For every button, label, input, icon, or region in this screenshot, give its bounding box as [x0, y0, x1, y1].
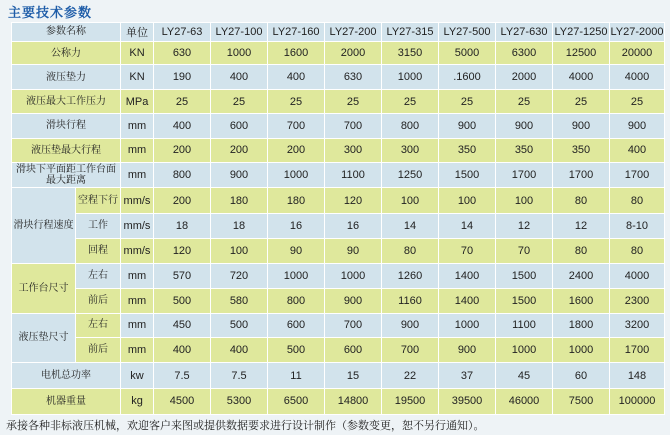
value-cell: 1000: [439, 313, 496, 338]
row-weight: [12, 388, 665, 414]
value-cell: 25: [325, 90, 382, 114]
value-cell: 14: [439, 214, 496, 239]
value-cell: 4000: [610, 263, 665, 288]
value-cell: 60: [553, 363, 610, 389]
value-cell: 900: [211, 162, 268, 188]
value-cell: 600: [211, 113, 268, 138]
row-slide-speed-working: [12, 214, 665, 239]
row-label: 液压最大工作压力: [12, 90, 121, 114]
value-cell: 450: [154, 313, 211, 338]
row-label: 机器重量: [12, 388, 121, 414]
value-cell: 1600: [268, 41, 325, 65]
value-cell: 14800: [325, 388, 382, 414]
unit-cell: mm: [121, 113, 154, 138]
row-cushion-stroke: [12, 138, 665, 162]
header-unit: 单位: [121, 23, 154, 42]
value-cell: 39500: [439, 388, 496, 414]
value-cell: 700: [382, 338, 439, 363]
value-cell: 1500: [496, 263, 553, 288]
value-cell: 80: [553, 239, 610, 264]
footer-note: 承接各种非标液压机械，欢迎客户来图或提供数据要求进行设计制作（参数变更，恕不另行通知）。: [6, 419, 485, 432]
row-cushion-force: [12, 65, 665, 90]
row-label: 液压垫尺寸: [12, 313, 76, 363]
unit-cell: MPa: [121, 90, 154, 114]
value-cell: 25: [496, 90, 553, 114]
value-cell: 22: [382, 363, 439, 389]
value-cell: 6300: [496, 41, 553, 65]
value-cell: 16: [325, 214, 382, 239]
unit-cell: mm: [121, 138, 154, 162]
row-label: 公称力: [12, 41, 121, 65]
value-cell: 11: [268, 363, 325, 389]
value-cell: 900: [439, 113, 496, 138]
unit-cell: KN: [121, 41, 154, 65]
value-cell: 1160: [382, 288, 439, 313]
value-cell: 900: [553, 113, 610, 138]
value-cell: 700: [268, 113, 325, 138]
unit-cell: mm: [121, 263, 154, 288]
value-cell: 18: [211, 214, 268, 239]
value-cell: 2000: [496, 65, 553, 90]
value-cell: 100: [496, 188, 553, 214]
sub-label: 左右: [76, 313, 121, 338]
row-slide-speed-approach: [12, 188, 665, 214]
value-cell: 1000: [382, 65, 439, 90]
value-cell: 5300: [211, 388, 268, 414]
value-cell: 7.5: [211, 363, 268, 389]
value-cell: 1800: [553, 313, 610, 338]
value-cell: 12500: [553, 41, 610, 65]
value-cell: 1700: [610, 162, 665, 188]
value-cell: 6500: [268, 388, 325, 414]
value-cell: 19500: [382, 388, 439, 414]
value-cell: 900: [325, 288, 382, 313]
value-cell: 300: [325, 138, 382, 162]
value-cell: 100: [211, 239, 268, 264]
value-cell: 7.5: [154, 363, 211, 389]
value-cell: 25: [268, 90, 325, 114]
value-cell: 3150: [382, 41, 439, 65]
value-cell: 500: [268, 338, 325, 363]
value-cell: 16: [268, 214, 325, 239]
value-cell: 1700: [553, 162, 610, 188]
row-max-pressure: [12, 90, 665, 114]
value-cell: 200: [154, 188, 211, 214]
unit-cell: mm: [121, 338, 154, 363]
value-cell: 800: [268, 288, 325, 313]
value-cell: 570: [154, 263, 211, 288]
value-cell: 2000: [325, 41, 382, 65]
value-cell: 1000: [325, 263, 382, 288]
value-cell: 200: [211, 138, 268, 162]
value-cell: 25: [211, 90, 268, 114]
value-cell: 400: [268, 65, 325, 90]
row-label: 液压垫力: [12, 65, 121, 90]
row-label: 滑块行程: [12, 113, 121, 138]
value-cell: 200: [268, 138, 325, 162]
value-cell: 400: [154, 113, 211, 138]
value-cell: 80: [382, 239, 439, 264]
value-cell: 120: [325, 188, 382, 214]
row-cushion-lr: [12, 313, 665, 338]
value-cell: 25: [553, 90, 610, 114]
value-cell: 1600: [553, 288, 610, 313]
unit-cell: kg: [121, 388, 154, 414]
value-cell: 1000: [553, 338, 610, 363]
value-cell: 600: [268, 313, 325, 338]
value-cell: 630: [154, 41, 211, 65]
value-cell: 700: [325, 113, 382, 138]
row-label: 滑块行程速度: [12, 188, 76, 263]
value-cell: 25: [610, 90, 665, 114]
value-cell: 80: [610, 239, 665, 264]
value-cell: 1400: [439, 288, 496, 313]
header-row: [12, 23, 665, 42]
value-cell: 148: [610, 363, 665, 389]
value-cell: 1000: [496, 338, 553, 363]
unit-cell: mm: [121, 313, 154, 338]
value-cell: 190: [154, 65, 211, 90]
unit-cell: kw: [121, 363, 154, 389]
row-nominal-force: [12, 41, 665, 65]
row-motor-power: [12, 363, 665, 389]
value-cell: 120: [154, 239, 211, 264]
header-model: LY27-500: [439, 23, 496, 42]
value-cell: 45: [496, 363, 553, 389]
value-cell: 12: [496, 214, 553, 239]
value-cell: 700: [325, 313, 382, 338]
value-cell: 1500: [496, 288, 553, 313]
value-cell: 46000: [496, 388, 553, 414]
value-cell: 630: [325, 65, 382, 90]
value-cell: 580: [211, 288, 268, 313]
value-cell: 600: [325, 338, 382, 363]
value-cell: 1100: [496, 313, 553, 338]
value-cell: 25: [154, 90, 211, 114]
header-model: LY27-160: [268, 23, 325, 42]
row-table-lr: [12, 263, 665, 288]
value-cell: 20000: [610, 41, 665, 65]
unit-cell: mm/s: [121, 239, 154, 264]
row-label: 液压垫最大行程: [12, 138, 121, 162]
row-table-fb: [12, 288, 665, 313]
sub-label: 前后: [76, 288, 121, 313]
unit-cell: mm: [121, 162, 154, 188]
value-cell: 7500: [553, 388, 610, 414]
value-cell: 1000: [211, 41, 268, 65]
value-cell: 720: [211, 263, 268, 288]
sub-label: 回程: [76, 239, 121, 264]
value-cell: 1100: [325, 162, 382, 188]
value-cell: 900: [382, 313, 439, 338]
value-cell: 1000: [268, 263, 325, 288]
header-model: LY27-200: [325, 23, 382, 42]
value-cell: 3200: [610, 313, 665, 338]
sub-label: 左右: [76, 263, 121, 288]
row-label: 电机总功率: [12, 363, 121, 389]
value-cell: 1250: [382, 162, 439, 188]
value-cell: 100: [382, 188, 439, 214]
value-cell: 300: [382, 138, 439, 162]
value-cell: 900: [610, 113, 665, 138]
page-title: 主要技术参数: [8, 6, 93, 21]
value-cell: 100: [439, 188, 496, 214]
row-label: 工作台尺寸: [12, 263, 76, 313]
value-cell: 500: [154, 288, 211, 313]
value-cell: 5000: [439, 41, 496, 65]
row-slide-stroke: [12, 113, 665, 138]
value-cell: 80: [553, 188, 610, 214]
value-cell: 350: [553, 138, 610, 162]
value-cell: 4000: [610, 65, 665, 90]
value-cell: 14: [382, 214, 439, 239]
unit-cell: mm/s: [121, 214, 154, 239]
header-model: LY27-1250: [553, 23, 610, 42]
row-daylight: [12, 162, 665, 188]
value-cell: 12: [553, 214, 610, 239]
value-cell: 70: [439, 239, 496, 264]
value-cell: 4500: [154, 388, 211, 414]
value-cell: 800: [154, 162, 211, 188]
header-model: LY27-2000: [610, 23, 665, 42]
value-cell: 1000: [268, 162, 325, 188]
value-cell: 400: [211, 338, 268, 363]
header-model: LY27-100: [211, 23, 268, 42]
value-cell: 900: [496, 113, 553, 138]
value-cell: 900: [439, 338, 496, 363]
sub-label: 空程下行: [76, 188, 121, 214]
spec-table: [11, 22, 665, 415]
header-model: LY27-315: [382, 23, 439, 42]
value-cell: 25: [439, 90, 496, 114]
header-model: LY27-63: [154, 23, 211, 42]
value-cell: .1600: [439, 65, 496, 90]
value-cell: 200: [154, 138, 211, 162]
header-param: 参数名称: [12, 23, 121, 42]
value-cell: 1500: [439, 162, 496, 188]
value-cell: 90: [325, 239, 382, 264]
value-cell: 2300: [610, 288, 665, 313]
value-cell: 15: [325, 363, 382, 389]
value-cell: 2400: [553, 263, 610, 288]
unit-cell: mm: [121, 288, 154, 313]
value-cell: 90: [268, 239, 325, 264]
value-cell: 4000: [553, 65, 610, 90]
value-cell: 25: [382, 90, 439, 114]
value-cell: 350: [496, 138, 553, 162]
value-cell: 400: [154, 338, 211, 363]
sub-label: 工作: [76, 214, 121, 239]
value-cell: 100000: [610, 388, 665, 414]
row-slide-speed-return: [12, 239, 665, 264]
value-cell: 350: [439, 138, 496, 162]
value-cell: 400: [610, 138, 665, 162]
unit-cell: KN: [121, 65, 154, 90]
value-cell: 180: [268, 188, 325, 214]
value-cell: 18: [154, 214, 211, 239]
value-cell: 8-10: [610, 214, 665, 239]
row-label: 滑块下平面距工作台面最大距离: [12, 162, 121, 188]
value-cell: 37: [439, 363, 496, 389]
header-model: LY27-630: [496, 23, 553, 42]
value-cell: 1400: [439, 263, 496, 288]
value-cell: 1700: [610, 338, 665, 363]
value-cell: 180: [211, 188, 268, 214]
value-cell: 70: [496, 239, 553, 264]
sub-label: 前后: [76, 338, 121, 363]
row-cushion-fb: [12, 338, 665, 363]
value-cell: 1700: [496, 162, 553, 188]
value-cell: 400: [211, 65, 268, 90]
unit-cell: mm/s: [121, 188, 154, 214]
value-cell: 1260: [382, 263, 439, 288]
value-cell: 800: [382, 113, 439, 138]
value-cell: 80: [610, 188, 665, 214]
value-cell: 500: [211, 313, 268, 338]
